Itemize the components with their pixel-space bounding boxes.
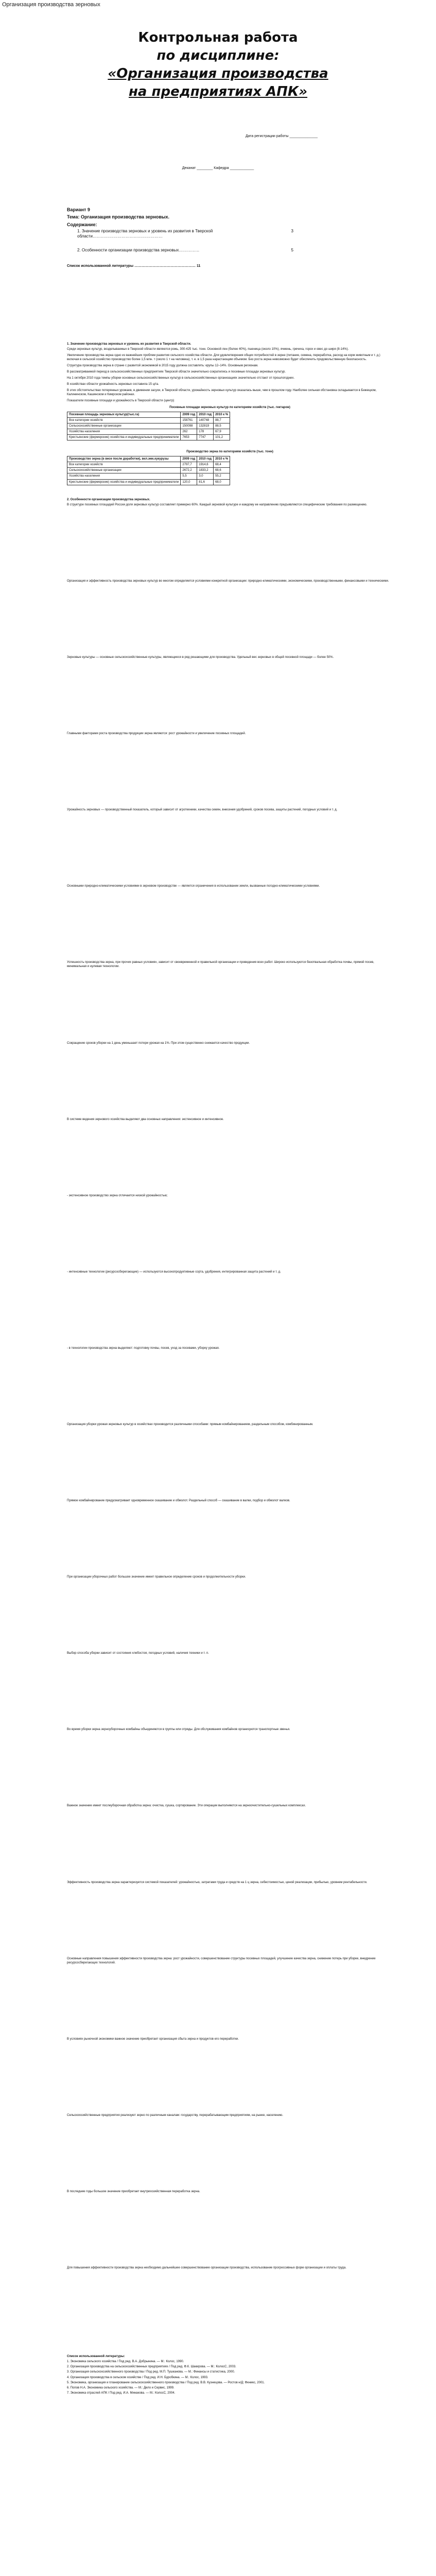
table-header-cell: Производство зерна (в весе после доработки), вкл.эмк.кукурузы bbox=[67, 456, 181, 462]
reference-item: 7. Экономика отраслей АПК / Под ред. И.А. Минакова. — М.: КолосС, 2004. bbox=[67, 2391, 176, 2395]
document-header bbox=[0, 0, 436, 9]
table-header-cell: 2010 к % bbox=[214, 456, 230, 462]
table-cell: 68,0 bbox=[214, 479, 230, 485]
table-1-caption: Посевные площади зерновых культур по категориям хозяйств (тыс. гектаров) bbox=[169, 405, 290, 409]
toc-item[interactable]: 2. Особенности организации производства зерновых…………… 5 bbox=[77, 248, 293, 253]
table-cell: 7653 bbox=[181, 435, 197, 440]
paragraph: В рассматриваемой период в сельскохозяйственных предприятиях Тверской области значительно сократились и посевные площади зерновых культур. bbox=[67, 370, 286, 374]
reference-item: 4. Организация производства в сельском хозяйстве / Под ред. И.Н. Буробкина. — М.: Колос, 1993. bbox=[67, 2376, 208, 2379]
paragraph: В системе ведения зернового хозяйства выделяют два основных направления: экстенсивное и интенсивное. bbox=[67, 1117, 224, 1121]
table-cell: 88,7 bbox=[214, 417, 230, 423]
table-cell: 55,2 bbox=[214, 473, 230, 479]
table-of-contents bbox=[77, 229, 293, 253]
table-header-row bbox=[67, 412, 230, 417]
paragraph: Успешность производства зерна, при прочих равных условиях, зависит от своевременной и правильной организации и проведения всех работ. Широко используются безотвальная обработка почвы, прямой посев, минимальная и нулевая технологии. bbox=[67, 961, 374, 969]
cover-discipline-name-1: «Организация производства bbox=[108, 66, 328, 82]
table-cell: Крестьянские (фермерские) хозяйства и индивидуальные предприниматели bbox=[67, 479, 181, 485]
table-cell: Хозяйства населения bbox=[67, 429, 181, 434]
table-header-cell: Посевная площадь зерновых культур(тыс.га) bbox=[67, 412, 181, 417]
table-2 bbox=[67, 456, 230, 485]
paragraph: Увеличение производства зерна одно из важнейших проблем развития сельского хозяйства области. Для удовлетворения общих потребностей в зерне (питание, семена, переработка, расход на корм животным и т. д.) включая в сельской хозяйство производство более 1,5 млн. т (около 1 т на человека), т. е. в 1,5 раза нарастающим объемом. Без роста зерна невозможно будет обеспечить продовольственную безопасность. bbox=[67, 353, 380, 361]
paragraph: В условиях рыночной экономики важное значение приобретает организация сбыта зерна и продуктов его переработки. bbox=[67, 2037, 239, 2041]
cover-page bbox=[0, 9, 436, 101]
table-header-cell: 2010 год bbox=[197, 456, 214, 462]
reference-item: 5. Экономика, организация и планирование сельскохозяйственного производства / Под ред. В.В. Кузнецова. — Ростов н/Д: Феникс, 2001. bbox=[67, 2381, 265, 2384]
table-header-cell: 2010 год bbox=[197, 412, 214, 417]
table-cell: 88,5 bbox=[214, 423, 230, 429]
paragraph: Показатели посевные площади и урожайность в Тверской области (центр) bbox=[67, 399, 175, 403]
table-cell: 5,5 bbox=[181, 473, 197, 479]
table-cell: 150098 bbox=[181, 423, 197, 429]
paragraph: - интенсивные технологии (ресурсосберегающие) — используются высокопродуктивные сорта, удобрения, интегрированная защита растений и т. д. bbox=[67, 1270, 281, 1274]
table-1 bbox=[67, 412, 230, 440]
section-2-title: 2. Особенности организации производства зерновых. bbox=[67, 498, 150, 501]
paragraph: Основными природно-климатическими условиями в зерновом производстве — является ограничения в использовании земли, вызванные погодно-климатическими условиями. bbox=[67, 885, 320, 888]
topic-label: Тема: Организация производства зерновых. bbox=[67, 214, 170, 220]
table-row bbox=[67, 462, 230, 468]
table-cell: 120,0 bbox=[181, 479, 197, 485]
section-1-body bbox=[67, 347, 393, 403]
references-list bbox=[67, 2360, 393, 2395]
registration-date: Дата регистрации работы ______________ bbox=[245, 134, 318, 139]
reference-item: 3. Организация сельскохозяйственного производства / Под ред. М.П. Тушканова. — М.: Финансы и статистика, 2000. bbox=[67, 2370, 235, 2374]
paragraph: Урожайность зерновых — производственный показатель, который зависит от агротехники, качества семян, внесения удобрений, сроков посева, защиты растений, погодных условий и т. д. bbox=[67, 808, 338, 812]
table-cell: Сельскохозяйственные организации bbox=[67, 423, 181, 429]
document-page bbox=[0, 9, 436, 2396]
paragraph: - экстенсивное производство зерна отличается низкой урожайностью; bbox=[67, 1194, 168, 1197]
table-cell: 7747 bbox=[197, 435, 214, 440]
table-row bbox=[67, 417, 230, 423]
table-row bbox=[67, 435, 230, 440]
references-title: Список использованной литературы: bbox=[67, 2355, 125, 2359]
paragraph: Выбор способа уборки зависит от состояния хлебостоя, погодных условий, наличия техники и т. п. bbox=[67, 1652, 209, 1655]
table-header-row bbox=[67, 456, 230, 462]
paragraph: На 1 октября 2010 года темпы уборки основных сельскохозяйственных культур в сельскохозяйственных организациях значительно отстают от прошлогодних. bbox=[67, 377, 295, 380]
table-cell: Хозяйства населения bbox=[67, 473, 181, 479]
table-cell: 2797,7 bbox=[181, 462, 197, 468]
section-1-title: 1. Значение производства зерновых и уровень их развития в Тверской области. bbox=[67, 342, 191, 346]
table-cell: 140748 bbox=[197, 417, 214, 423]
table-cell: 3,0 bbox=[197, 473, 214, 479]
table-cell: Сельскохозяйственные организации bbox=[67, 468, 181, 473]
paragraph: В последние годы большое значение приобретает внутрихозяйственная переработка зерна. bbox=[67, 2190, 200, 2193]
table-cell: 68,6 bbox=[214, 468, 230, 473]
table-cell: 1914,6 bbox=[197, 462, 214, 468]
paragraph: - в технологии производства зерна выделяют: подготовку почвы, посев, уход за посевами, уборку урожая. bbox=[67, 1346, 220, 1350]
table-row bbox=[67, 429, 230, 434]
paragraph: Организация уборки урожая зерновых культур в хозяйствах производится различными способами: прямым комбайнированием, раздельным способом, комбинированным. bbox=[67, 1422, 313, 1426]
dept-signature-line: Деканат ________ Кафедра ____________ bbox=[182, 166, 254, 170]
refs-toc-line: Список использованной литературы …………………………………………… 11 bbox=[67, 264, 201, 268]
table-cell: 158761 bbox=[181, 417, 197, 423]
cover-discipline-name-2: на предприятиях АПК» bbox=[128, 84, 308, 100]
paragraph: Важное значение имеет послеуборочная обработка зерна: очистка, сушка, сортирование. Эти операции выполняются на зерноочистительно-сушильных комплексах. bbox=[67, 1804, 306, 1808]
paragraph: При организации уборочных работ большое значение имеет правильное определение сроков и продолжительности уборки. bbox=[67, 1575, 246, 1579]
paragraph: В структуре посевных площадей России доля зерновых культур составляет примерно 60%. Каждый зерновой культуре и каждому ее направлению предъявляются специфические требования по размещению. bbox=[67, 503, 368, 506]
table-header-cell: 2009 год bbox=[181, 456, 197, 462]
paragraph: Прямое комбайнирование предусматривает одновременное скашивание и обмолот. Раздельный способ — скашивание в валки, подбор и обмолот валков. bbox=[67, 1499, 290, 1503]
table-header-cell: 2010 к % bbox=[214, 412, 230, 417]
table-cell: 1833,2 bbox=[197, 468, 214, 473]
table-cell: 101,2 bbox=[214, 435, 230, 440]
table-cell: 67,9 bbox=[214, 429, 230, 434]
table-2-caption: Производство зерна по категориям хозяйств (тыс. тонн) bbox=[186, 450, 273, 454]
paragraph: Во время уборки зерна зерноуборочные комбайны объединяются в группы или отряды. Для обслуживания комбайнов организуются транспортные звенья. bbox=[67, 1728, 290, 1732]
table-cell: 178 bbox=[197, 429, 214, 434]
reference-item: 1. Экономика сельского хозяйства / Под ред. В.А. Добрынина. — М.: Колос, 1990. bbox=[67, 2360, 184, 2364]
paragraph: Структура производства зерна в стране с развитой экономикой в 2015 году должна составлять: крупы 12–14%. Основным регионам. bbox=[67, 364, 258, 367]
table-row bbox=[67, 468, 230, 473]
table-row bbox=[67, 473, 230, 479]
document-title: Организация производства зерновых bbox=[2, 2, 100, 8]
paragraph: Сельскохозяйственные предприятия реализуют зерно по различным каналам: государству, перерабатывающим предприятиям, на рынке, населению. bbox=[67, 2113, 284, 2117]
cover-title: Контрольная работа bbox=[138, 30, 298, 45]
contents-block bbox=[0, 207, 436, 227]
toc-item[interactable]: 1. Значение производства зерновых и уровень их развития в Тверской области…………………………………………… 3 bbox=[77, 228, 293, 239]
table-header-cell: 2009 год bbox=[181, 412, 197, 417]
table-cell: 132819 bbox=[197, 423, 214, 429]
cover-discipline-line: по дисциплине: bbox=[156, 48, 280, 64]
table-cell: 68,4 bbox=[214, 462, 230, 468]
paragraph: Для повышения эффективности производства зерна необходимо дальнейшее совершенствование организации производства, использование прогрессивных форм организации и оплаты труда. bbox=[67, 2266, 346, 2270]
section-1 bbox=[0, 342, 436, 485]
paragraph: Эффективность производства зерна характеризуется системой показателей: урожайностью, затратами труда и средств на 1 ц зерна, себестоимостью, ценой реализации, прибылью, уровнем рентабельности. bbox=[67, 1880, 368, 1884]
paragraph: Основные направления повышения эффективности производства зерна: рост урожайности, совершенствование структуры посевных площадей, улучшение качества зерна, снижение потерь при уборке, внедрение ресурсосберегающих технологий. bbox=[67, 1957, 376, 1964]
table-cell: Все категории хозяйств bbox=[67, 462, 181, 468]
contents-heading: Содержание: bbox=[67, 222, 97, 227]
reference-item: 6. Попов Н.А. Экономика сельского хозяйства. — М.: Дело и Сервис, 1999. bbox=[67, 2386, 175, 2389]
table-cell: 2672,2 bbox=[181, 468, 197, 473]
section-2-body bbox=[67, 503, 393, 2270]
variant-label: Вариант 9 bbox=[67, 207, 90, 213]
table-cell: Крестьянские (фермерские) хозяйства и индивидуальные предприниматели bbox=[67, 435, 181, 440]
paragraph: Главными факторами роста производства продукции зерна являются: рост урожайности и увеличение посевных площадей. bbox=[67, 732, 246, 736]
paragraph: В хозяйствах области урожайность зерновых составила 15 ц/га. bbox=[67, 383, 159, 386]
table-row bbox=[67, 479, 230, 485]
section-2 bbox=[0, 498, 436, 2270]
paragraph: Среди зерновых культур, возделываемых в Тверской области являются рожь, 300-425 тыс. тонн. Основной лен (более 40%), пшеница (около 10%), ячмень, гречиха, горох и овес до ширя (8-14%). bbox=[67, 347, 349, 351]
reference-item: 2. Организация производства на сельскохозяйственных предприятиях / Под ред. Ф.К. Шакирова. — М.: КолосС, 2003. bbox=[67, 2365, 236, 2369]
table-cell: 262 bbox=[181, 429, 197, 434]
table-cell: 81,6 bbox=[197, 479, 214, 485]
paragraph: Зерновые культуры — основные сельскохозяйственные культуры, являющиеся в ряд решающими для производства. Удельный вес зерновых в общей посевной площади — более 50%. bbox=[67, 655, 334, 659]
paragraph: Сокращение сроков уборки на 1 день уменьшает потери урожая на 1%. При этом существенно снижается качество продукции. bbox=[67, 1041, 250, 1045]
references bbox=[0, 2354, 436, 2395]
paragraph: Организация и эффективность производства зерновых культур во многом определяется условиями конкретной организации: природно-климатическими, экономическими, производственными, финансовыми и техническими. bbox=[67, 579, 389, 583]
paragraph: В этих обстоятельствах потерянных урожаев, в движении засухи, в Тверской области, урожайность зерновых культур оказалась выше, чем в прошлом году. Наиболее сильная обстановка складывается в Бежецком, Калининском, Кашинском и Кимрском районах. bbox=[67, 389, 377, 397]
table-row bbox=[67, 423, 230, 429]
table-cell: Все категории хозяйств bbox=[67, 417, 181, 423]
